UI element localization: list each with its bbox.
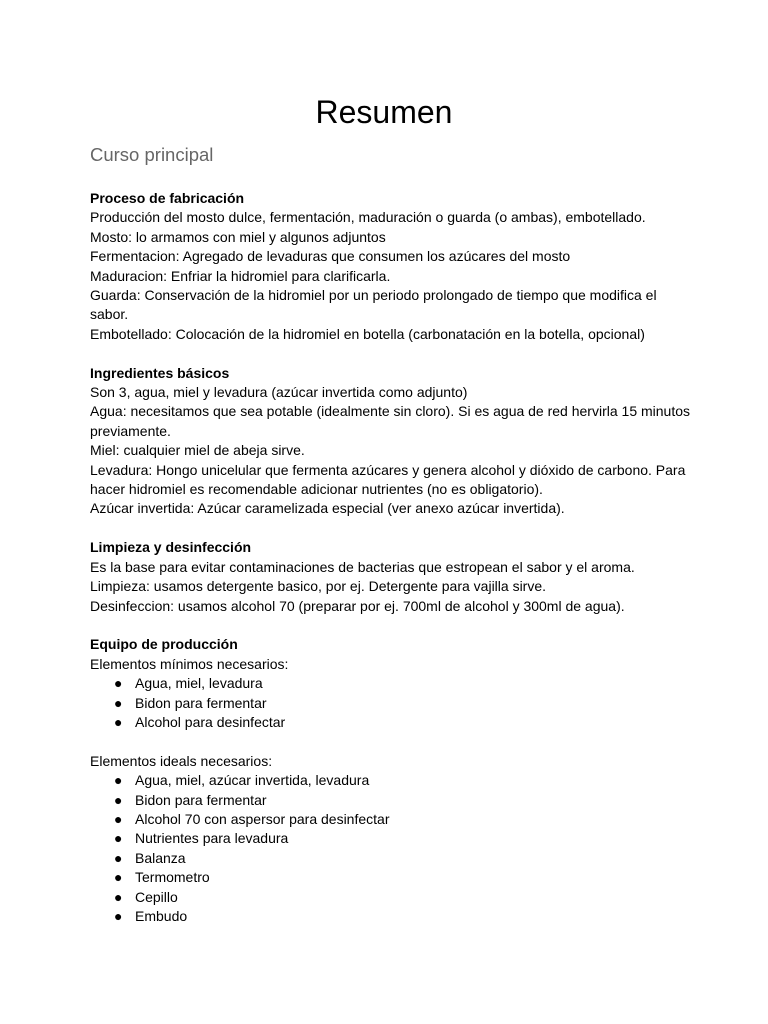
list-item	[90, 907, 690, 926]
list-item-text: Agua, miel, levadura	[135, 675, 263, 692]
list-label: Elementos ideals necesarios:	[90, 752, 273, 769]
list-item	[90, 771, 690, 790]
list-item	[90, 888, 690, 907]
section-proceso	[90, 189, 690, 344]
paragraph: Desinfeccion: usamos alcohol 70 (preparar por ej. 700ml de alcohol y 300ml de agua).	[90, 597, 625, 614]
document-body	[90, 189, 690, 946]
section-heading: Proceso de fabricación	[90, 190, 245, 206]
bullet-list-ideales	[90, 771, 690, 926]
paragraph: Levadura: Hongo unicelular que fermenta azúcares y genera alcohol y dióxido de carbono. Para hacer hidromiel es recomendable adicionar nutrientes (no es obligatorio).	[90, 461, 686, 498]
bullet-icon: ●	[114, 907, 123, 924]
list-item-text: Nutrientes para levadura	[135, 830, 289, 847]
list-item	[90, 868, 690, 887]
paragraph: Son 3, agua, miel y levadura (azúcar invertida como adjunto)	[90, 384, 468, 401]
list-item	[90, 694, 690, 713]
bullet-list-minimos	[90, 674, 690, 732]
list-item-text: Embudo	[135, 907, 188, 924]
bullet-icon: ●	[114, 830, 123, 847]
paragraph: Embotellado: Colocación de la hidromiel en botella (carbonatación en la botella, opcional)	[90, 325, 645, 342]
bullet-icon: ●	[114, 888, 123, 905]
list-item-text: Alcohol 70 con aspersor para desinfectar	[135, 810, 390, 827]
list-item-text: Bidon para fermentar	[135, 791, 267, 808]
list-item	[90, 810, 690, 829]
list-item-text: Alcohol para desinfectar	[135, 713, 286, 730]
spacer	[90, 732, 690, 751]
paragraph: Agua: necesitamos que sea potable (idealmente sin cloro). Si es agua de red hervirla 15 minutos previamente.	[90, 403, 691, 439]
bullet-icon: ●	[114, 869, 123, 886]
section-heading: Limpieza y desinfección	[90, 539, 252, 556]
page-title: Resumen	[315, 94, 453, 130]
page-subtitle: Curso principal	[90, 144, 214, 165]
paragraph: Fermentacion: Agregado de levaduras que consumen los azúcares del mosto	[90, 248, 571, 265]
list-item	[90, 829, 690, 848]
bullet-icon: ●	[114, 694, 123, 711]
list-item	[90, 674, 690, 693]
list-item	[90, 713, 690, 732]
paragraph: Miel: cualquier miel de abeja sirve.	[90, 442, 305, 459]
paragraph: Producción del mosto dulce, fermentación, maduración o guarda (o ambas), embotellado.	[90, 209, 646, 226]
list-label: Elementos mínimos necesarios:	[90, 655, 289, 672]
bullet-icon: ●	[114, 675, 123, 692]
list-item	[90, 849, 690, 868]
bullet-icon: ●	[114, 810, 123, 827]
list-item-text: Balanza	[135, 849, 186, 866]
bullet-icon: ●	[114, 713, 123, 730]
section-limpieza	[90, 538, 690, 616]
bullet-icon: ●	[114, 791, 123, 808]
bullet-icon: ●	[114, 849, 123, 866]
list-item-text: Cepillo	[135, 888, 178, 905]
paragraph: Guarda: Conservación de la hidromiel por un periodo prolongado de tiempo que modifica el sabor.	[90, 287, 657, 323]
list-item-text: Agua, miel, azúcar invertida, levadura	[135, 772, 370, 789]
paragraph: Mosto: lo armamos con miel y algunos adjuntos	[90, 228, 386, 245]
section-equipo	[90, 635, 690, 926]
paragraph: Limpieza: usamos detergente basico, por ej. Detergente para vajilla sirve.	[90, 578, 547, 595]
list-item	[90, 791, 690, 810]
bullet-icon: ●	[114, 772, 123, 789]
paragraph: Azúcar invertida: Azúcar caramelizada especial (ver anexo azúcar invertida).	[90, 500, 565, 517]
list-item-text: Bidon para fermentar	[135, 694, 267, 711]
list-item-text: Termometro	[135, 869, 210, 886]
paragraph: Es la base para evitar contaminaciones de bacterias que estropean el sabor y el aroma.	[90, 558, 635, 575]
section-heading: Ingredientes básicos	[90, 364, 230, 381]
section-heading: Equipo de producción	[90, 636, 238, 653]
paragraph: Maduracion: Enfriar la hidromiel para clarificarla.	[90, 267, 391, 284]
section-ingredientes	[90, 364, 690, 519]
